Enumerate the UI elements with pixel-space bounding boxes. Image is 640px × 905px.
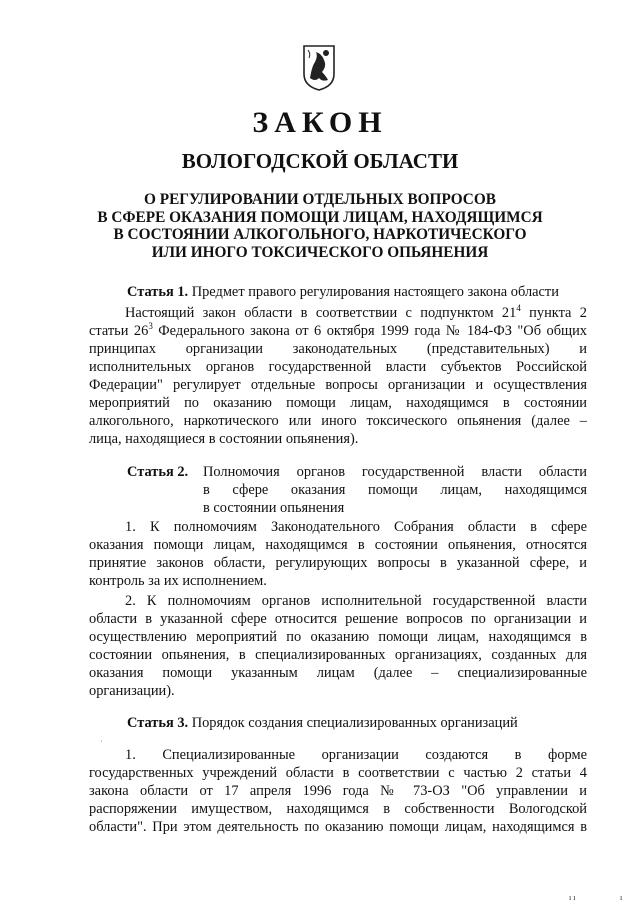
text-line: контроль за их исполнением. — [89, 573, 267, 589]
article-1-label: Статья 1. — [127, 284, 189, 300]
title-line: в состоянии опьянения — [203, 500, 345, 516]
text-line: лица, находящиеся в состоянии опьянения). — [89, 431, 359, 447]
subject-line: В СФЕРЕ ОКАЗАНИЯ ПОМОЩИ ЛИЦАМ, НАХОДЯЩИМСЯ — [97, 208, 543, 226]
article-2-title — [203, 463, 587, 517]
text-line: оказания помощи указанным лицам (далее – специализированные — [89, 665, 587, 681]
text-line: 1. Специализированные организации создаются в форме — [125, 747, 587, 763]
text-line: Настоящий закон области в соответствии с подпунктом $21^4$ пункта 2 — [125, 303, 587, 321]
scan-speck: ı — [620, 893, 623, 902]
text-line: 1. К полномочиям Законодательного Собрания области в сфере — [125, 519, 587, 535]
text-line: закона области от 17 апреля 1996 года № 73-ОЗ "Об управлении и — [89, 783, 587, 799]
text-line: области в указанной сфере относится решение вопросов по организации и — [89, 611, 587, 627]
text-line: осуществлению мероприятий по оказанию помощи лицам, находящимся в — [89, 629, 587, 645]
text-line: области". При этом деятельность по оказанию помощи лицам, находящимся в — [89, 819, 587, 835]
article-1-paragraph — [89, 304, 587, 448]
law-subject — [0, 191, 640, 261]
article-3-heading — [127, 714, 518, 732]
article-2-paragraph-1 — [89, 518, 587, 590]
text-line: принятие законов области, регулирующих вопросы в указанной сфере, и — [89, 555, 587, 571]
text-line: мероприятий по оказанию помощи лицам, находящимся в состоянии — [89, 395, 587, 411]
text-line: принципах организации законодательных (представительных) и — [89, 341, 587, 357]
text-line: оказания помощи лицам, находящимся в состоянии опьянения, относятся — [89, 537, 587, 553]
document-title: ЗАКОН — [252, 106, 388, 139]
text-line: распоряжении имуществом, находящимся в собственности Вологодской — [89, 801, 587, 817]
text-line: организации). — [89, 683, 175, 699]
article-3-label: Статья 3. — [127, 715, 189, 731]
text-line: состоянии опьянения, в специализированных организациях, созданных для — [89, 647, 587, 663]
article-1-heading — [127, 283, 559, 301]
scan-speck: ˙ — [100, 739, 103, 748]
title-line: в сфере оказания помощи лицам, находящимся — [203, 482, 587, 498]
region-title: ВОЛОГОДСКОЙ ОБЛАСТИ — [181, 149, 459, 173]
scan-speck: ı ı — [569, 893, 576, 902]
text-line: статьи $26^3$ Федерального закона от 6 октября 1999 года № 184-ФЗ "Об общих — [89, 321, 587, 339]
article-2-label: Статья 2. — [127, 464, 189, 480]
text-line: Федерации" регулирует отдельные вопросы организации и осуществления — [89, 377, 587, 393]
subject-line: О РЕГУЛИРОВАНИИ ОТДЕЛЬНЫХ ВОПРОСОВ — [144, 191, 496, 208]
text-line: 2. К полномочиям органов исполнительной государственной власти — [125, 593, 587, 609]
title-line: Полномочия органов государственной власти области — [203, 464, 587, 480]
coat-of-arms-icon — [302, 44, 336, 92]
text-line: исполнительных органов государственной власти субъектов Российской — [89, 359, 587, 375]
article-2-paragraph-2 — [89, 592, 587, 700]
text-line: алкогольного, наркотического или иного токсического опьянения (далее – — [89, 413, 587, 429]
article-1-title: Предмет правого регулирования настоящего закона области — [188, 284, 559, 300]
text-line: государственных учреждений области в соответствии с частью 2 статьи 4 — [89, 765, 587, 781]
article-3-paragraph-1 — [89, 746, 587, 836]
subject-line: В СОСТОЯНИИ АЛКОГОЛЬНОГО, НАРКОТИЧЕСКОГО — [113, 226, 527, 243]
subject-line: ИЛИ ИНОГО ТОКСИЧЕСКОГО ОПЬЯНЕНИЯ — [151, 243, 489, 261]
article-3-title: Порядок создания специализированных организаций — [188, 715, 518, 731]
